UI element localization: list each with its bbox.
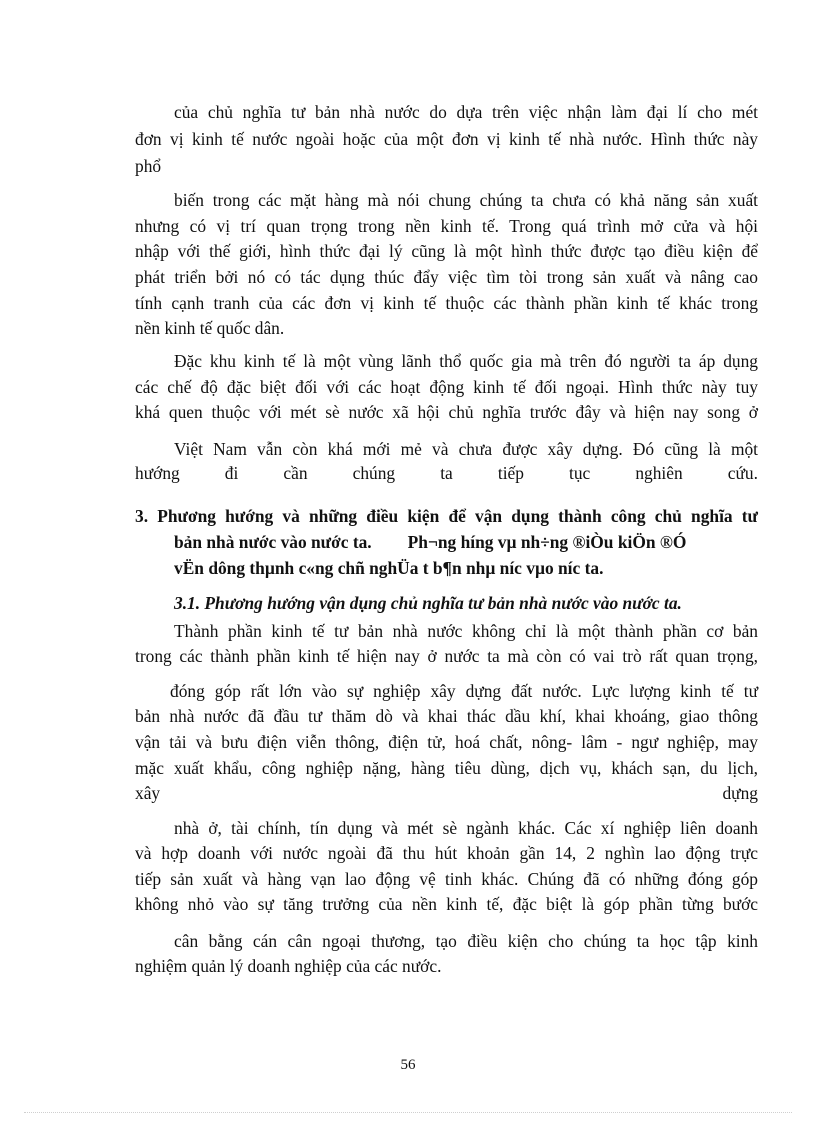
section-heading-garbled: vËn dông thµnh c«ng chñ nghÜa t b¶n nhµ níc vµo níc ta. bbox=[174, 558, 604, 578]
subsection-heading: 3.1. Phương hướng vận dụng chủ nghĩa tư bản nhà nước vào nước ta. bbox=[174, 593, 682, 613]
page-bottom-divider bbox=[24, 1112, 792, 1113]
text-line: bản nhà nước đã đầu tư thăm dò và khai thác dầu khí, khai khoáng, giao thông bbox=[135, 706, 758, 726]
text-line: nhưng có vị trí quan trọng trong nền kinh tế. Trong quá trình mở cửa và hội bbox=[135, 216, 758, 236]
text-line: tiếp sản xuất và hàng vạn lao động vệ tinh khác. Chúng đã có những đóng góp bbox=[135, 869, 758, 889]
text-line: mặc xuất khẩu, công nghiệp nặng, hàng tiêu dùng, dịch vụ, khách sạn, du lịch, bbox=[135, 758, 758, 778]
text-line: nhập với thế giới, hình thức đại lý cũng là một hình thức được tạo điều kiện để bbox=[135, 241, 758, 261]
word: đi bbox=[224, 463, 239, 483]
text-line: cân bằng cán cân ngoại thương, tạo điều kiện cho chúng ta học tập kinh bbox=[174, 931, 758, 951]
word: xây bbox=[135, 783, 161, 803]
text-line: nền kinh tế quốc dân. bbox=[135, 318, 285, 338]
text-line: nhà ở, tài chính, tín dụng và mét sè ngành khác. Các xí nghiệp liên doanh bbox=[174, 818, 758, 838]
text-line: của chủ nghĩa tư bản nhà nước do dựa trên việc nhận làm đại lí cho mét bbox=[174, 102, 758, 122]
text-line: Việt Nam vẫn còn khá mới mẻ và chưa được xây dựng. Đó cũng là một bbox=[174, 439, 758, 459]
word: ta bbox=[440, 463, 453, 483]
text-line: Thành phần kinh tế tư bản nhà nước không chỉ là một thành phần cơ bản bbox=[174, 621, 758, 641]
word: cần bbox=[283, 463, 308, 483]
word: dựng bbox=[722, 783, 758, 803]
text-line: các chế độ đặc biệt đối với các hoạt động kinh tế đối ngoại. Hình thức này tuy bbox=[135, 377, 758, 397]
text-line: khá quen thuộc với mét sè nước xã hội chủ nghĩa trước đây và hiện nay song ở bbox=[135, 402, 758, 422]
section-heading-garbled: Ph¬ng híng vµ nh÷ng ®iÒu kiÖn ®Ó bbox=[407, 532, 687, 552]
text-line: không nhỏ vào sự tăng trưởng của nền kinh tế, đặc biệt là góp phần từng bước bbox=[135, 894, 758, 914]
text-line: tính cạnh tranh của các đơn vị kinh tế thuộc các thành phần kinh tế khác trong bbox=[135, 293, 758, 313]
section-heading: 3. Phương hướng và những điều kiện để vận dụng thành công chủ nghĩa tư bbox=[135, 506, 758, 526]
text-line: nghiệm quản lý doanh nghiệp của các nước. bbox=[135, 956, 442, 976]
text-line: phổ bbox=[135, 156, 162, 176]
page-number: 56 bbox=[400, 1057, 416, 1073]
word: tục bbox=[569, 463, 591, 483]
section-heading-part: bản nhà nước vào nước ta. bbox=[174, 532, 372, 552]
text-line: phát triển bởi nó có tác dụng thúc đẩy việc tìm tòi trong sản xuất và nâng cao bbox=[135, 267, 758, 287]
word: cứu. bbox=[727, 463, 758, 483]
text-line: đóng góp rất lớn vào sự nghiệp xây dựng đất nước. Lực lượng kinh tế tư bbox=[170, 681, 758, 701]
text-line: đơn vị kinh tế nước ngoài hoặc của một đơn vị kinh tế nhà nước. Hình thức này bbox=[135, 129, 758, 149]
split-text-line bbox=[135, 781, 758, 806]
text-line: Đặc khu kinh tế là một vùng lãnh thổ quốc gia mà trên đó người ta áp dụng bbox=[174, 351, 758, 371]
word: nghiên bbox=[635, 463, 683, 483]
word: tiếp bbox=[497, 463, 524, 483]
word: hướng bbox=[135, 463, 180, 483]
word: chúng bbox=[352, 463, 396, 483]
text-line: biến trong các mặt hàng mà nói chung chúng ta chưa có khả năng sản xuất bbox=[174, 190, 758, 210]
text-line: và hợp doanh với nước ngoài đã thu hút khoản gần 14, 2 nghìn lao động trực bbox=[135, 843, 758, 863]
spread-text-line bbox=[135, 461, 758, 486]
section-heading-line bbox=[174, 530, 758, 555]
text-line: vận tải và bưu điện viễn thông, điện tử, hoá chất, nông- lâm - ngư nghiệp, may bbox=[135, 732, 758, 752]
text-line: trong các thành phần kinh tế hiện nay ở nước ta mà còn có vai trò rất quan trọng, bbox=[135, 646, 758, 666]
